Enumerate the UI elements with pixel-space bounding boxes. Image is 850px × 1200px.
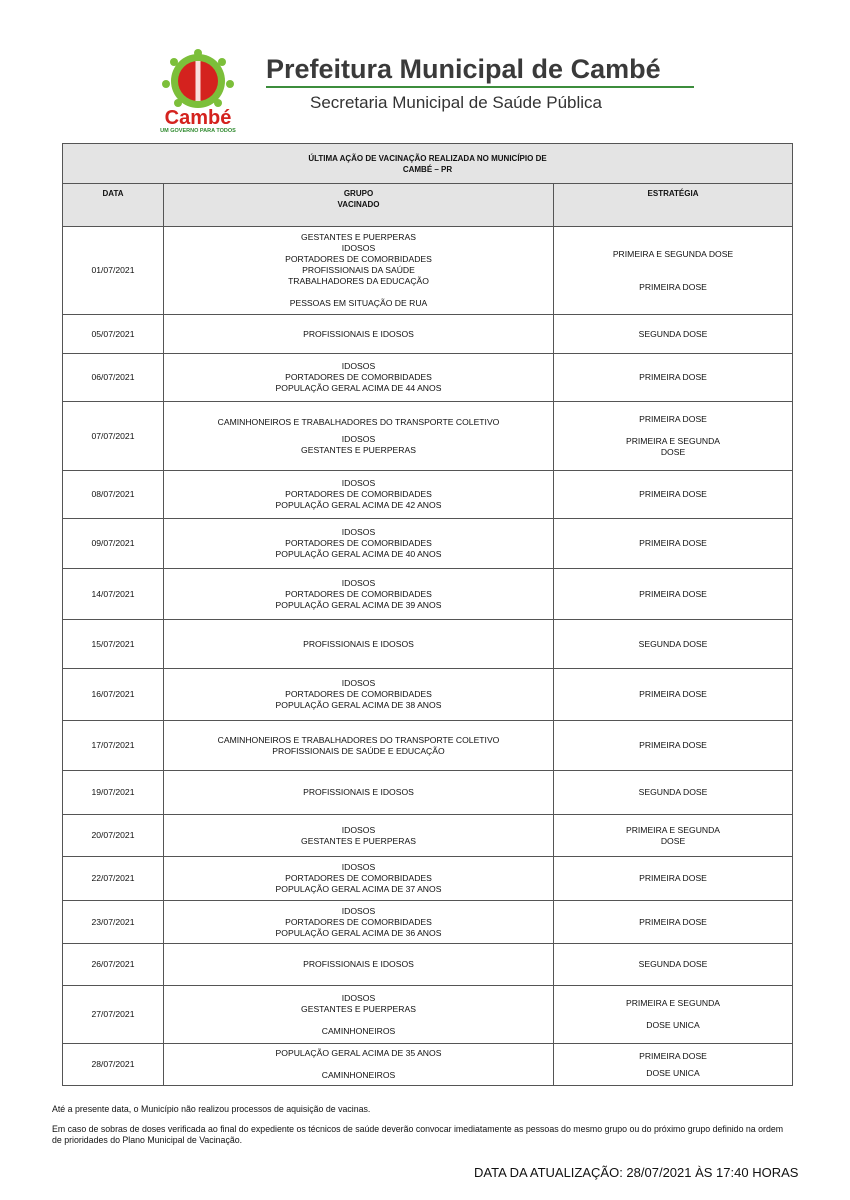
row-date: 07/07/2021 [63, 402, 164, 471]
table-row [63, 944, 793, 986]
row-date: 01/07/2021 [63, 227, 164, 315]
row-groups: PROFISSIONAIS E IDOSOS [164, 620, 554, 669]
footnote-leftover-doses: Em caso de sobras de doses verificada ao final do expediente os técnicos de saúde deverão convocar imediatamente as pessoas do mesmo grupo ou do próximo grupo definido na ordem de prioridades do Plano Municipal de Vacinação. [52, 1124, 784, 1145]
row-groups: IDOSOS PORTADORES DE COMORBIDADES POPULAÇÃO GERAL ACIMA DE 38 ANOS [164, 669, 554, 721]
table-row [63, 669, 793, 721]
table-row [63, 901, 793, 944]
row-groups: IDOSOS PORTADORES DE COMORBIDADES POPULAÇÃO GERAL ACIMA DE 36 ANOS [164, 901, 554, 944]
row-groups: CAMINHONEIROS E TRABALHADORES DO TRANSPORTE COLETIVO IDOSOS GESTANTES E PUERPERAS [164, 402, 554, 471]
logo-emblem-icon [152, 48, 244, 110]
logo-wordmark: Cambé [164, 107, 232, 129]
title-divider [266, 86, 694, 88]
row-strategy: PRIMEIRA DOSE [554, 669, 793, 721]
table-row [63, 857, 793, 901]
row-groups: IDOSOS GESTANTES E PUERPERAS [164, 815, 554, 857]
table-row [63, 315, 793, 354]
row-strategy: SEGUNDA DOSE [554, 315, 793, 354]
column-header-date: DATA [63, 184, 164, 227]
row-groups: POPULAÇÃO GERAL ACIMA DE 35 ANOS CAMINHONEIROS [164, 1044, 554, 1086]
row-groups: IDOSOS PORTADORES DE COMORBIDADES POPULAÇÃO GERAL ACIMA DE 40 ANOS [164, 519, 554, 569]
vaccination-table [62, 143, 793, 1086]
table-row [63, 986, 793, 1044]
row-date: 27/07/2021 [63, 986, 164, 1044]
table-row [63, 1044, 793, 1086]
table-row [63, 815, 793, 857]
table-row [63, 402, 793, 471]
table-row [63, 620, 793, 669]
row-groups: IDOSOS PORTADORES DE COMORBIDADES POPULAÇÃO GERAL ACIMA DE 42 ANOS [164, 471, 554, 519]
row-groups: IDOSOS PORTADORES DE COMORBIDADES POPULAÇÃO GERAL ACIMA DE 39 ANOS [164, 569, 554, 620]
row-date: 22/07/2021 [63, 857, 164, 901]
row-date: 06/07/2021 [63, 354, 164, 402]
row-strategy: PRIMEIRA DOSE [554, 471, 793, 519]
row-date: 16/07/2021 [63, 669, 164, 721]
row-strategy: SEGUNDA DOSE [554, 771, 793, 815]
row-groups: PROFISSIONAIS E IDOSOS [164, 315, 554, 354]
page-subtitle: Secretaria Municipal de Saúde Pública [310, 93, 603, 112]
row-date: 05/07/2021 [63, 315, 164, 354]
row-groups: IDOSOS GESTANTES E PUERPERAS CAMINHONEIROS [164, 986, 554, 1044]
row-strategy: PRIMEIRA DOSE [554, 901, 793, 944]
row-strategy: PRIMEIRA E SEGUNDA DOSE UNICA [554, 986, 793, 1044]
row-date: 17/07/2021 [63, 721, 164, 771]
table-caption-row [63, 144, 793, 184]
row-strategy: PRIMEIRA E SEGUNDA DOSE PRIMEIRA DOSE [554, 227, 793, 315]
row-groups: GESTANTES E PUERPERAS IDOSOS PORTADORES DE COMORBIDADES PROFISSIONAIS DA SAÚDE TRABALHADORES DA EDUCAÇÃO PESSOAS EM SITUAÇÃO DE RUA [164, 227, 554, 315]
table-row [63, 227, 793, 315]
row-strategy: SEGUNDA DOSE [554, 944, 793, 986]
table-row [63, 721, 793, 771]
row-groups: PROFISSIONAIS E IDOSOS [164, 771, 554, 815]
row-strategy: PRIMEIRA DOSE [554, 519, 793, 569]
row-date: 08/07/2021 [63, 471, 164, 519]
document-header [0, 0, 850, 142]
cambe-logo [152, 48, 244, 136]
row-date: 15/07/2021 [63, 620, 164, 669]
column-header-strategy: ESTRATÉGIA [554, 184, 793, 227]
row-groups: IDOSOS PORTADORES DE COMORBIDADES POPULAÇÃO GERAL ACIMA DE 37 ANOS [164, 857, 554, 901]
table-caption: ÚLTIMA AÇÃO DE VACINAÇÃO REALIZADA NO MUNICÍPIO DE CAMBÉ – PR [63, 144, 793, 184]
row-strategy: PRIMEIRA DOSE [554, 721, 793, 771]
row-groups: CAMINHONEIROS E TRABALHADORES DO TRANSPORTE COLETIVO PROFISSIONAIS DE SAÚDE E EDUCAÇÃO [164, 721, 554, 771]
row-date: 20/07/2021 [63, 815, 164, 857]
row-strategy: PRIMEIRA DOSE [554, 857, 793, 901]
row-date: 09/07/2021 [63, 519, 164, 569]
row-date: 23/07/2021 [63, 901, 164, 944]
row-date: 26/07/2021 [63, 944, 164, 986]
row-date: 14/07/2021 [63, 569, 164, 620]
table-row [63, 771, 793, 815]
table-row [63, 471, 793, 519]
table-row [63, 519, 793, 569]
table-header-row [63, 184, 793, 227]
row-groups: PROFISSIONAIS E IDOSOS [164, 944, 554, 986]
footnote-acquisition: Até a presente data, o Município não realizou processos de aquisição de vacinas. [52, 1104, 371, 1114]
update-timestamp: DATA DA ATUALIZAÇÃO: 28/07/2021 ÀS 17:40 HORAS [474, 1165, 799, 1180]
page-title: Prefeitura Municipal de Cambé [266, 54, 661, 84]
row-strategy: PRIMEIRA DOSE [554, 354, 793, 402]
row-strategy: SEGUNDA DOSE [554, 620, 793, 669]
row-groups: IDOSOS PORTADORES DE COMORBIDADES POPULAÇÃO GERAL ACIMA DE 44 ANOS [164, 354, 554, 402]
table-row [63, 569, 793, 620]
row-date: 19/07/2021 [63, 771, 164, 815]
row-date: 28/07/2021 [63, 1044, 164, 1086]
column-header-group: GRUPO VACINADO [164, 184, 554, 227]
table-row [63, 354, 793, 402]
logo-tagline: UM GOVERNO PARA TODOS [160, 128, 236, 134]
row-strategy: PRIMEIRA E SEGUNDA DOSE [554, 815, 793, 857]
row-strategy: PRIMEIRA DOSE [554, 569, 793, 620]
row-strategy: PRIMEIRA DOSE PRIMEIRA E SEGUNDA DOSE [554, 402, 793, 471]
row-strategy: PRIMEIRA DOSE DOSE UNICA [554, 1044, 793, 1086]
